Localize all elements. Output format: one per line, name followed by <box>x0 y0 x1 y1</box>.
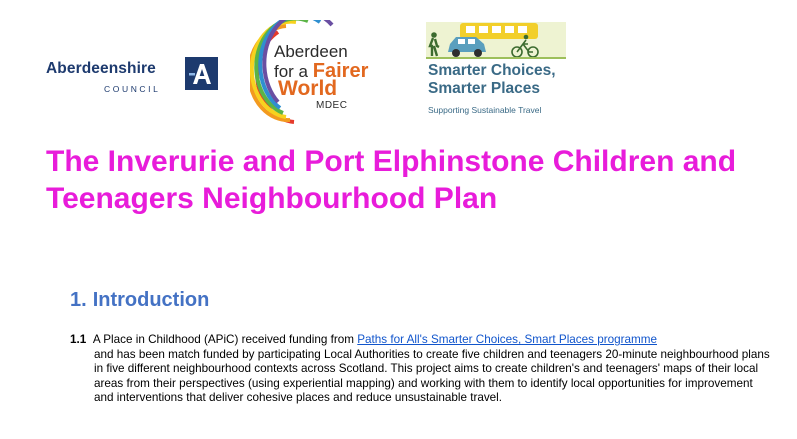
affw-for-a: for a <box>274 62 309 81</box>
affw-aberdeen-text: Aberdeen <box>274 42 348 61</box>
section-number: 1. <box>70 289 87 311</box>
aberdeen-fairer-world-logo <box>250 20 380 125</box>
paths-for-all-link[interactable]: Paths for All's Smarter Choices, Smart Places programme <box>357 333 657 346</box>
scsp-line2: Smarter Places <box>428 80 541 97</box>
affw-world-text: World <box>278 77 338 100</box>
scsp-tagline: Supporting Sustainable Travel <box>428 105 542 115</box>
section-title: Introduction <box>92 289 210 311</box>
aberdeenshire-logo-name: Aberdeenshire <box>46 60 156 77</box>
scsp-line1: Smarter Choices, <box>428 62 556 79</box>
paragraph-1-1 <box>70 333 770 406</box>
header-logos <box>0 0 797 135</box>
paragraph-number: 1.1 <box>70 333 87 346</box>
aberdeenshire-logo-council: COUNCIL <box>104 84 161 94</box>
paragraph-lead: A Place in Childhood (APiC) received funding from <box>92 333 355 346</box>
document-title: The Inverurie and Port Elphinstone Children and Teenagers Neighbourhood Plan <box>46 145 737 215</box>
aberdeenshire-council-logo <box>46 60 161 94</box>
section-heading <box>70 289 209 312</box>
smarter-choices-logo <box>426 22 566 122</box>
sustainable-travel-graphic-icon <box>426 22 566 62</box>
affw-fairer: Fairer <box>312 60 369 82</box>
aberdeenshire-a-icon <box>185 57 218 90</box>
affw-mdec-text: MDEC <box>316 100 348 111</box>
paragraph-body: and has been match funded by participating Local Authorities to create five children and teenagers 20-minute neighbourhood plans in five different neighbourhood contexts across Scotland. This project aims to create children's and teenagers' maps of their local areas from their perspectives (using experiential mapping) and working with them to identify local opportunities for improvement and interventions that deliver cohesive places and reduce unsustainable travel. <box>94 347 770 405</box>
